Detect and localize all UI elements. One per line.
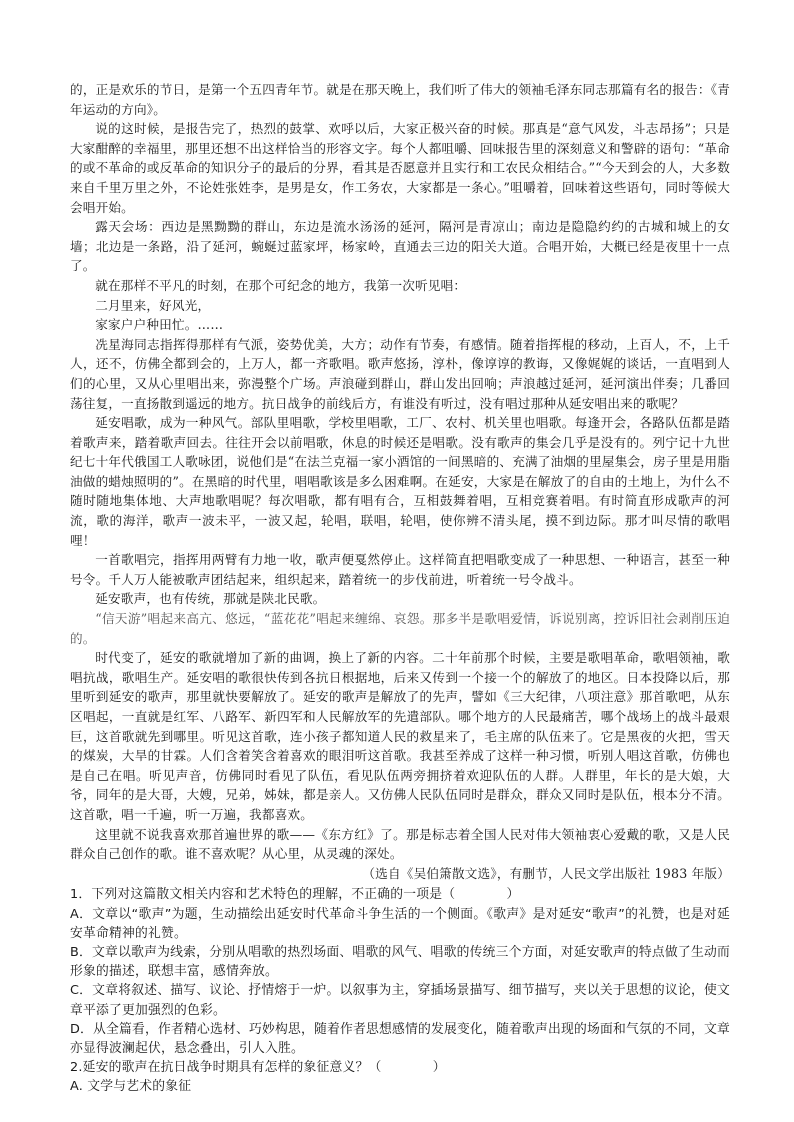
article-paragraph: 二月里来，好风光，	[95, 297, 211, 313]
article-paragraph: 一首歌唱完，指挥用两臂有力地一收，歌声便戛然停止。这样简直把唱歌变成了一种思想、一种语言，甚至一种号令。千人万人能被歌声团结起来，组织起来，踏着统一的步伐前进，听着统一号令战斗。	[70, 552, 730, 587]
article-paragraph: 时代变了，延安的歌就增加了新的曲调，换上了新的内容。二十年前那个时候，主要是歌唱革命，歌唱领袖，歌唱抗战，歌唱生产。延安唱的歌很快传到各抗日根据地，后来又传到一个接一个的解放了的地区。日本投降以后，那里听到延安的歌声，那里就快要解放了。延安的歌声是解放了的先声，譬如《三大纪律，八项注意》那首歌吧，从东区唱起，一直就是红军、八路军、新四军和人民解放军的先遣部队。哪个地方的人民最痛苦，哪个战场上的战斗最艰巨，这首歌就先到哪里。听见这首歌，连小孩子都知道人民的救星来了，毛主席的队伍来了。它是黑夜的火把，雪天的煤炭，大旱的甘霖。人们含着笑含着喜欢的眼泪听这首歌。我甚至养成了这样一种习惯，听别人唱这首歌，仿佛也是自己在唱。听见声音，仿佛同时看见了队伍，看见队伍两旁拥挤着欢迎队伍的人群。人群里，年长的是大娘，大爷，同年的是大哥，大嫂，兄弟，姊妹，都是亲人。又仿佛人民队伍同时是群众，群众又同时是队伍，根本分不清。这首歌，唱一千遍，听一万遍，我都喜欢。	[70, 650, 730, 822]
article-paragraph: 的，正是欢乐的节日，是第一个五四青年节。就是在那天晚上，我们听了伟大的领袖毛泽东同志那篇有名的报告：《青年运动的方向》。	[70, 82, 730, 117]
question-1-option-d: D．从全篇看，作者精心选材、巧妙构思，随着作者思想感情的发展变化，随着歌声出现的场面和气氛的不同，文章亦显得波澜起伏，悬念叠出，引人入胜。	[70, 1021, 730, 1056]
article-paragraph: 这里就不说我喜欢那首遍世界的歌——《东方红》了。那是标志着全国人民对伟大领袖衷心爱戴的歌，又是人民群众自己创作的歌。谁不喜欢呢？从心里，从灵魂的深处。	[70, 826, 730, 862]
article-paragraph: 露天会场：西边是黑黝黝的群山，东边是流水汤汤的延河，隔河是青凉山；南边是隐隐约约的古城和城上的女墙；北边是一条路，沿了延河，蜿蜒过蓝家坪，杨家岭，直通去三边的阳关大道。合唱开始，大概已经是夜里十一点了。	[70, 219, 730, 274]
question-1-option-b: B．文章以歌声为线索，分别从唱歌的热烈场面、唱歌的风气、唱歌的传统三个方面，对延安歌声的特点做了生动而形象的描述，联想丰富，感情奔放。	[70, 944, 730, 980]
article-paragraph: “信天游”唱起来高亢、悠远，“蓝花花”唱起来缠绵、哀怨。那多半是歌唱爱情，诉说别离，控诉旧社会剥削压迫的。	[70, 611, 730, 646]
document-page	[70, 80, 730, 1097]
question-1-option-c: C．文章将叙述、描写、议论、抒情熔于一炉。以叙事为主，穿插场景描写、细节描写，夹以关于思想的议论，使文章平添了更加强烈的色彩。	[70, 983, 730, 1018]
article-body	[70, 80, 730, 864]
question-1-option-a: A．文章以“歌声”为题，生动描绘出延安时代革命斗争生活的一个侧面。《歌声》是对延安“歌声”的礼赞，也是对延安革命精神的礼赞。	[70, 906, 730, 941]
question-2-option-a: A. 文学与艺术的象征	[70, 1079, 192, 1095]
article-paragraph: 冼星海同志指挥得那样有气派，姿势优美，大方；动作有节奏，有感情。随着指挥棍的移动，上百人，不，上千人，还不，仿佛全都到会的，上万人，都一齐歌唱。歌声悠扬，淳朴，像谆谆的教诲，又像娓娓的谈话，一直唱到人们的心里，又从心里唱出来，弥漫整个广场。声浪碰到群山，群山发出回响；声浪越过延河，延河演出伴奏；几番回荡往复，一直扬散到遥远的地方。抗日战争的前线后方，有谁没有听过，没有唱过那种从延安唱出来的歌呢？	[70, 336, 730, 411]
question-1-stem: 1．下列对这篇散文相关内容和艺术特色的理解，不正确的一项是（ ）	[70, 887, 520, 903]
source-citation: （选自《吴伯箫散文选》，有删节，人民文学出版社 1983 年版）	[362, 865, 730, 881]
questions-section	[70, 885, 730, 1096]
question-2-stem: 2.延安的歌声在抗日战争时期具有怎样的象征意义？（ ）	[70, 1060, 446, 1076]
article-paragraph: 延安唱歌，成为一种风气。部队里唱歌，学校里唱歌，工厂、农村、机关里也唱歌。每逢开会，各路队伍都是踏着歌声来，踏着歌声回去。往往开会以前唱歌，休息的时候还是唱歌。没有歌声的集会几乎是没有的。列宁记十九世纪七十年代俄国工人歌咏团，说他们是“在法兰克福一家小酒馆的一间黑暗的、充满了油烟的里屋集会，房子里是用脂油做的蜡烛照明的”。在黑暗的时代里，唱唱歌该是多么困难啊。在延安，大家是在解放了的自由的土地上，为什么不随时随地集体地、大声地歌唱呢？每次唱歌，都有唱有合，互相鼓舞着唱，互相竞赛着唱。有时简直形成歌声的河流，歌的海洋，歌声一波未平，一波又起，轮唱，联唱，轮唱，使你辨不清头尾，摸不到边际。那才叫尽情的歌唱哩！	[70, 415, 730, 548]
article-paragraph: 就在那样不平凡的时刻，在那个可纪念的地方，我第一次听见唱：	[95, 277, 467, 293]
article-paragraph: 延安歌声，也有传统，那就是陕北民歌。	[95, 591, 326, 607]
article-paragraph: 家家户户种田忙。……	[95, 317, 224, 333]
article-paragraph: 说的这时候，是报告完了，热烈的鼓掌、欢呼以后，大家正极兴奋的时候。那真是“意气风发，斗志昂扬”；只是大家酣醉的幸福里，那里还想不出这样恰当的形容文字。每个人都咀嚼、回味报告里的深刻意义和警辟的语句：“革命的或不革命的或反革命的知识分子的最后的分界，看其是否愿意并且实行和工农民众相结合。”“今天到会的人，大多数来自千里万里之外，不论姓张姓李，是男是女，作工务农，大家都是一条心。”咀嚼着，回味着这些语句，同时等候大会唱开始。	[70, 121, 730, 215]
